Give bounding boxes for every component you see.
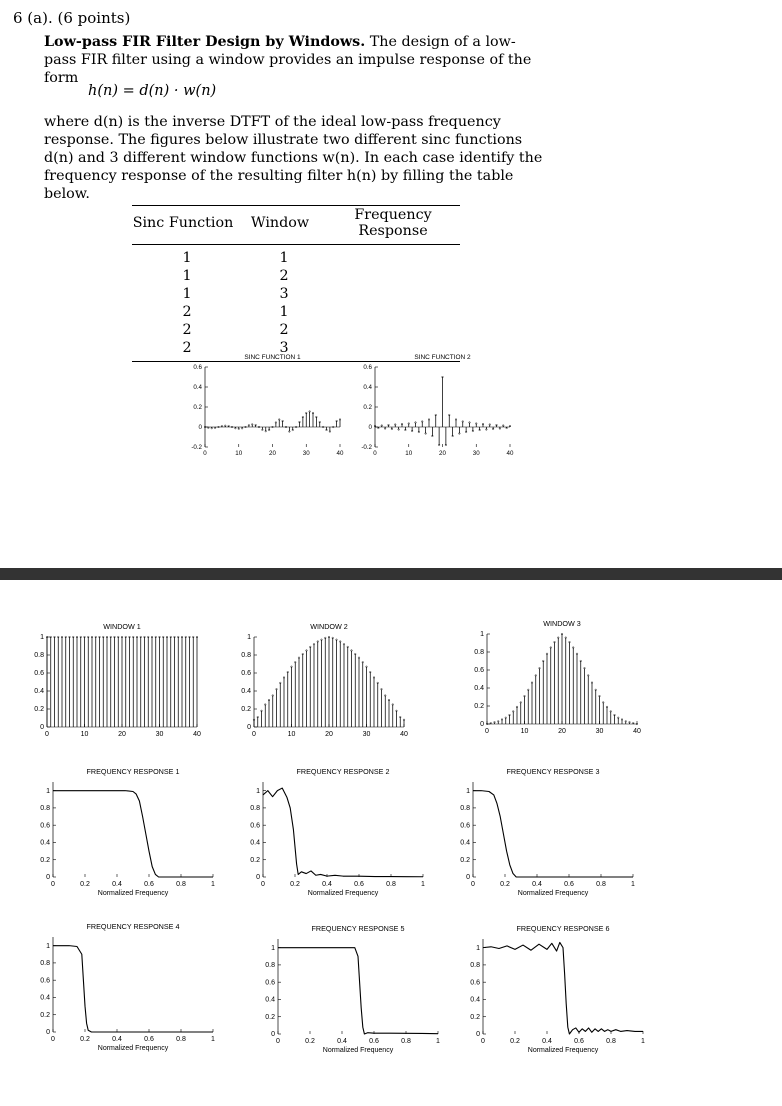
response-line: [53, 946, 213, 1032]
x-tick-label: 0: [471, 881, 475, 888]
x-tick-label: 0.2: [80, 881, 90, 888]
table-row: [132, 303, 460, 321]
y-tick-label: 0: [40, 724, 44, 732]
x-tick-label: 20: [439, 450, 446, 458]
x-tick-label: 0.2: [80, 1036, 90, 1043]
response-line: [263, 788, 423, 877]
table-cell: 1: [182, 268, 192, 284]
y-tick-label: 1: [476, 944, 480, 952]
x-tick-label: 0.4: [532, 881, 542, 888]
y-tick-label: 1: [466, 787, 470, 795]
x-tick-label: 1: [211, 1036, 215, 1043]
y-tick-label: 0.4: [241, 688, 251, 696]
intro-paragraph: [44, 33, 544, 87]
y-tick-label: 1: [480, 631, 484, 639]
x-tick-label: 0.8: [606, 1038, 616, 1045]
y-tick-label: 0.6: [470, 979, 480, 987]
x-tick-label: 0: [261, 881, 265, 888]
table-cell: 1: [182, 286, 192, 302]
x-tick-label: 20: [269, 450, 276, 458]
body-paragraph: where d(n) is the inverse DTFT of the ideal low-pass frequency response. The figures below illustrate two different sinc functions d(n) and 3 different window functions w(n). In each case identify the frequency response of the resulting filter h(n) by filling the table below.: [44, 114, 543, 202]
table-cell: 2: [182, 322, 192, 338]
intro-text: The design of a low-pass FIR filter using a window provides an impulse response of the form: [44, 34, 532, 86]
x-tick-label: 0.6: [369, 1038, 379, 1045]
x-tick-label: 30: [302, 450, 310, 458]
y-tick-label: 0.4: [460, 839, 470, 847]
y-tick-label: 0.6: [363, 364, 372, 372]
x-tick-label: 40: [336, 450, 344, 458]
question-number: 6 (a). (6 points): [13, 9, 131, 27]
x-tick-label: 0: [252, 731, 256, 738]
x-tick-label: 0.4: [112, 881, 122, 888]
table-header-cell: Window: [242, 206, 326, 245]
equation: h(n) = d(n) · w(n): [88, 83, 217, 99]
chart-title: FREQUENCY RESPONSE 4: [86, 922, 180, 931]
y-tick-label: 0.6: [460, 822, 470, 830]
x-tick-label: 40: [400, 731, 408, 738]
y-tick-label: 0.2: [241, 706, 251, 714]
y-tick-label: 0.2: [40, 1011, 50, 1019]
x-tick-label: 0.8: [596, 881, 606, 888]
x-tick-label: 1: [436, 1038, 440, 1045]
y-tick-label: 0.8: [265, 962, 275, 970]
y-tick-label: 0.6: [193, 364, 202, 372]
table-header-cell: Frequency Response: [326, 206, 460, 245]
window-1-chart: [25, 615, 225, 745]
x-tick-label: 0.8: [176, 881, 186, 888]
answer-cell[interactable]: [326, 245, 460, 268]
y-tick-label: 0: [198, 424, 202, 432]
y-tick-label: -0.2: [361, 444, 372, 452]
y-tick-label: 0.4: [363, 384, 372, 392]
x-tick-label: 0.4: [112, 1036, 122, 1043]
chart-title: WINDOW 3: [543, 619, 581, 628]
x-tick-label: 40: [633, 728, 641, 735]
x-tick-label: 30: [155, 731, 164, 738]
section-title: Low-pass FIR Filter Design by Windows.: [44, 34, 366, 50]
chart-title: WINDOW 2: [310, 622, 348, 631]
frequency-response-4-chart: [25, 915, 235, 1060]
y-tick-label: 0.8: [34, 652, 44, 660]
x-tick-label: 0: [373, 450, 377, 458]
y-tick-label: 0.2: [363, 404, 372, 412]
y-tick-label: 1: [256, 787, 260, 795]
y-tick-label: 0.2: [34, 706, 44, 714]
y-tick-label: 0: [480, 721, 484, 729]
chart-title: SINC FUNCTION 2: [414, 354, 471, 361]
x-tick-label: 0.2: [500, 881, 510, 888]
x-tick-label: 10: [235, 450, 243, 458]
y-tick-label: 0.8: [470, 962, 480, 970]
x-tick-label: 10: [287, 731, 296, 738]
x-tick-label: 0: [485, 728, 489, 735]
y-tick-label: 0.4: [250, 839, 260, 847]
response-line: [483, 942, 643, 1034]
table-cell: 2: [279, 322, 289, 338]
x-tick-label: 0.6: [354, 881, 364, 888]
x-tick-label: 10: [80, 731, 89, 738]
y-tick-label: 0: [466, 874, 470, 882]
x-tick-label: 0.8: [401, 1038, 411, 1045]
x-tick-label: 1: [421, 881, 425, 888]
y-tick-label: 0.6: [34, 670, 44, 678]
x-tick-label: 20: [118, 731, 126, 738]
y-tick-label: 0: [46, 1029, 50, 1037]
window-3-chart: [465, 612, 665, 742]
y-tick-label: 0.4: [40, 839, 50, 847]
x-tick-label: 1: [641, 1038, 645, 1045]
answer-cell[interactable]: [326, 267, 460, 285]
frequency-response-5-chart: [250, 917, 460, 1062]
y-tick-label: 0.6: [40, 822, 50, 830]
sinc-function-2-chart: [340, 345, 520, 460]
x-tick-label: 10: [520, 728, 529, 735]
y-tick-label: 0.2: [460, 856, 470, 864]
table-row: [132, 267, 460, 285]
response-line: [53, 791, 213, 877]
x-tick-label: 0: [51, 881, 55, 888]
y-tick-label: -0.2: [191, 444, 202, 452]
y-tick-label: 1: [271, 944, 275, 952]
y-tick-label: 0.6: [241, 670, 251, 678]
y-tick-label: 0.8: [460, 805, 470, 813]
y-tick-label: 0.6: [265, 979, 275, 987]
chart-title: FREQUENCY RESPONSE 5: [311, 924, 405, 933]
y-tick-label: 0: [46, 874, 50, 882]
y-tick-label: 0.2: [265, 1013, 275, 1021]
x-tick-label: 0.4: [542, 1038, 552, 1045]
x-axis-label: Normalized Frequency: [307, 890, 379, 897]
frequency-response-3-chart: [445, 760, 655, 905]
y-tick-label: 0.8: [250, 805, 260, 813]
chart-title: FREQUENCY RESPONSE 3: [506, 767, 600, 776]
y-tick-label: 0.6: [40, 977, 50, 985]
answer-cell[interactable]: [326, 321, 460, 339]
x-tick-label: 0.2: [290, 881, 300, 888]
y-tick-label: 1: [247, 634, 251, 642]
y-tick-label: 0: [271, 1031, 275, 1039]
answer-cell[interactable]: [326, 303, 460, 321]
y-tick-label: 0: [256, 874, 260, 882]
table-cell: 1: [279, 304, 289, 320]
table-cell: 2: [182, 304, 192, 320]
x-tick-label: 20: [558, 728, 566, 735]
response-line: [278, 948, 438, 1034]
y-tick-label: 0.8: [40, 960, 50, 968]
table-row: [132, 321, 460, 339]
x-tick-label: 0.6: [574, 1038, 584, 1045]
y-tick-label: 0.4: [470, 996, 480, 1004]
x-tick-label: 40: [506, 450, 514, 458]
y-tick-label: 0.8: [241, 652, 251, 660]
y-tick-label: 0.4: [34, 688, 44, 696]
frequency-response-2-chart: [235, 760, 445, 905]
x-tick-label: 0: [481, 1038, 485, 1045]
answer-table: [132, 205, 460, 362]
table-cell: 3: [279, 340, 289, 356]
chart-title: FREQUENCY RESPONSE 6: [516, 924, 610, 933]
x-tick-label: 0.6: [144, 1036, 154, 1043]
chart-title: FREQUENCY RESPONSE 1: [86, 767, 180, 776]
y-tick-label: 0.2: [250, 856, 260, 864]
y-tick-label: 0.2: [474, 703, 484, 711]
y-tick-label: 0.4: [265, 996, 275, 1004]
x-tick-label: 30: [472, 450, 480, 458]
frequency-response-1-chart: [25, 760, 235, 905]
response-line: [473, 791, 633, 877]
y-tick-label: 0: [476, 1031, 480, 1039]
x-tick-label: 1: [631, 881, 635, 888]
y-tick-label: 0.2: [470, 1013, 480, 1021]
answer-cell[interactable]: [326, 285, 460, 303]
x-tick-label: 0: [276, 1038, 280, 1045]
x-tick-label: 0.8: [176, 1036, 186, 1043]
x-tick-label: 30: [595, 728, 604, 735]
x-tick-label: 0.6: [564, 881, 574, 888]
x-axis-label: Normalized Frequency: [97, 1045, 169, 1052]
x-axis-label: Normalized Frequency: [527, 1047, 599, 1054]
y-tick-label: 1: [40, 634, 44, 642]
y-tick-label: 0.4: [193, 384, 202, 392]
y-tick-label: 0.2: [193, 404, 202, 412]
y-tick-label: 1: [46, 787, 50, 795]
x-tick-label: 0: [203, 450, 207, 458]
x-axis-label: Normalized Frequency: [517, 890, 589, 897]
x-tick-label: 10: [405, 450, 413, 458]
y-tick-label: 0.4: [474, 685, 484, 693]
x-tick-label: 0: [45, 731, 49, 738]
sinc-function-1-chart: [170, 345, 350, 460]
x-tick-label: 0.8: [386, 881, 396, 888]
table-cell: 2: [182, 340, 192, 356]
x-tick-label: 30: [362, 731, 371, 738]
x-tick-label: 40: [193, 731, 201, 738]
y-tick-label: 0.6: [474, 667, 484, 675]
page-divider: [0, 568, 782, 580]
frequency-response-6-chart: [455, 917, 665, 1062]
x-axis-label: Normalized Frequency: [322, 1047, 394, 1054]
table-row: [132, 285, 460, 303]
y-tick-label: 0.2: [40, 856, 50, 864]
x-tick-label: 0.4: [337, 1038, 347, 1045]
chart-title: SINC FUNCTION 1: [244, 354, 301, 361]
table-cell: 2: [279, 268, 289, 284]
table-header-row: [132, 206, 460, 245]
y-tick-label: 0.4: [40, 994, 50, 1002]
y-tick-label: 0.8: [474, 649, 484, 657]
x-tick-label: 0.6: [144, 881, 154, 888]
x-tick-label: 1: [211, 881, 215, 888]
y-tick-label: 0: [247, 724, 251, 732]
chart-title: FREQUENCY RESPONSE 2: [296, 767, 390, 776]
x-tick-label: 0: [51, 1036, 55, 1043]
y-tick-label: 0: [368, 424, 372, 432]
x-tick-label: 20: [325, 731, 333, 738]
table-cell: 3: [279, 286, 289, 302]
table-cell: 1: [279, 250, 289, 266]
x-tick-label: 0.2: [510, 1038, 520, 1045]
window-2-chart: [232, 615, 432, 745]
x-tick-label: 0.4: [322, 881, 332, 888]
y-tick-label: 0.6: [250, 822, 260, 830]
table-row: [132, 245, 460, 268]
table-cell: 1: [182, 250, 192, 266]
chart-title: WINDOW 1: [103, 622, 141, 631]
table-header-cell: Sinc Function: [132, 206, 242, 245]
y-tick-label: 1: [46, 942, 50, 950]
x-tick-label: 0.2: [305, 1038, 315, 1045]
x-axis-label: Normalized Frequency: [97, 890, 169, 897]
y-tick-label: 0.8: [40, 805, 50, 813]
